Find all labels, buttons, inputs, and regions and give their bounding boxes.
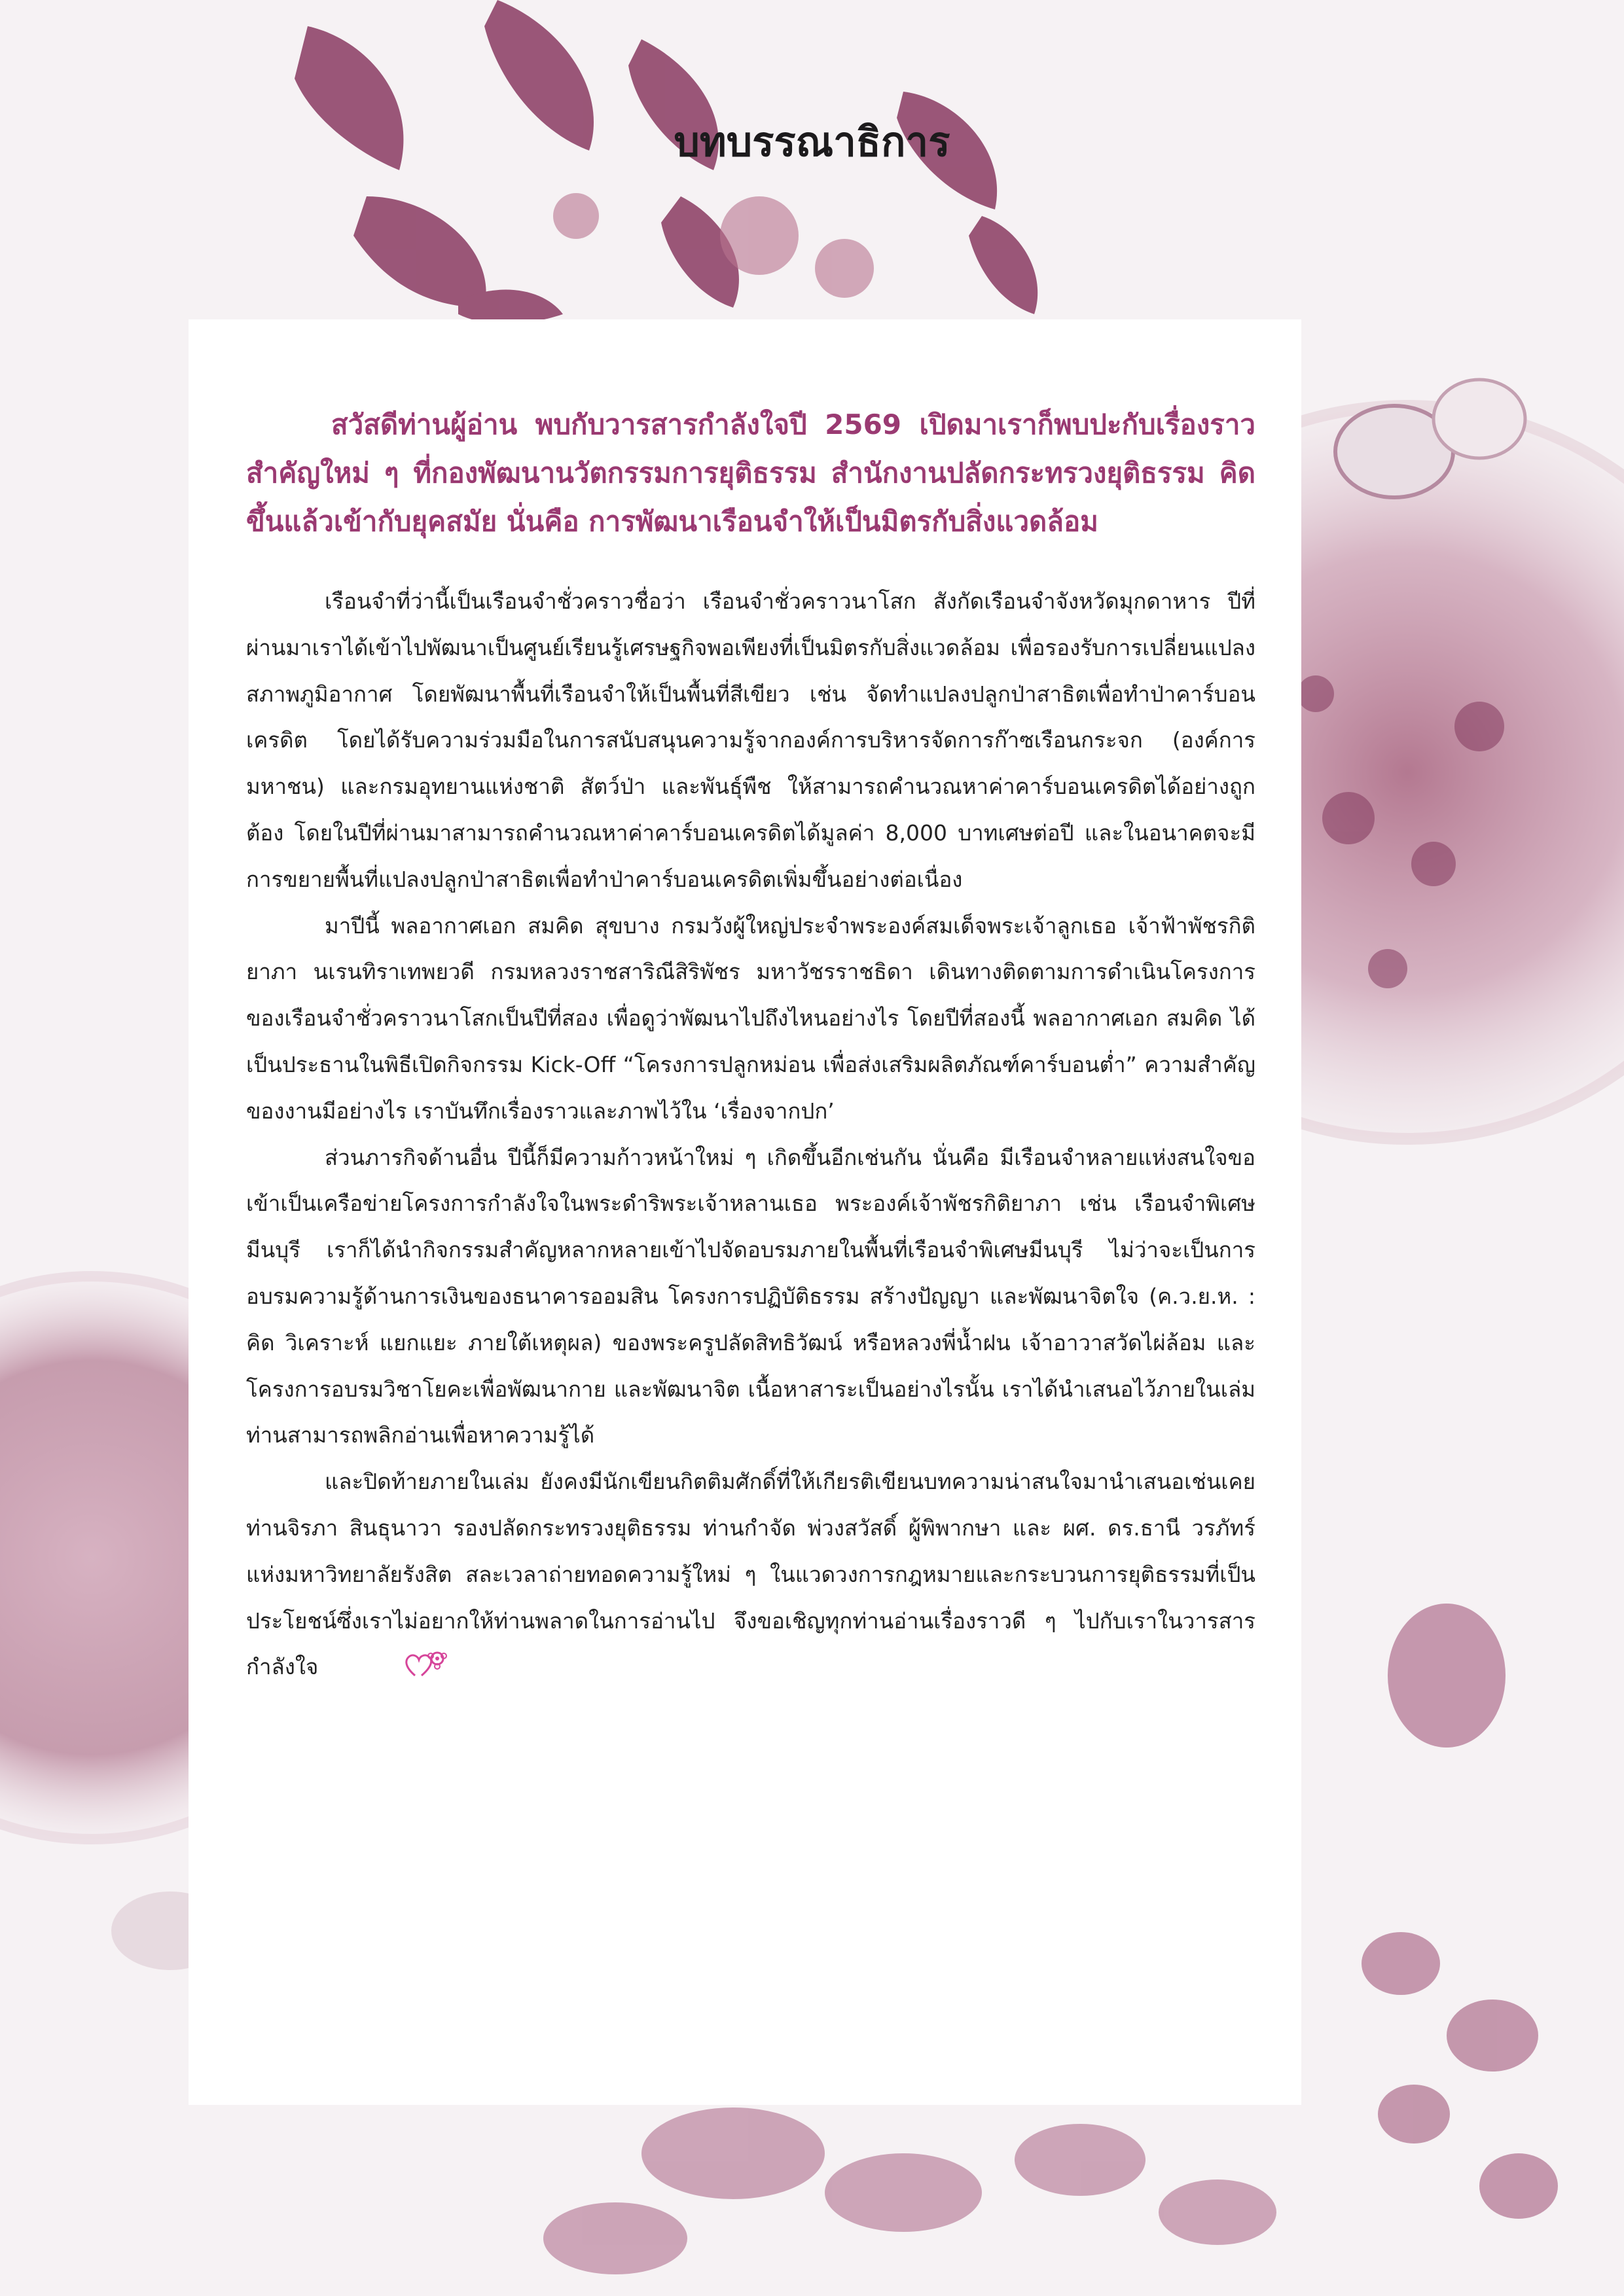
body-paragraph: มาปีนี้ พลอากาศเอก สมคิด สุขบาง กรมวังผู้ใหญ่ประจำพระองค์สมเด็จพระเจ้าลูกเธอ เจ้าฟ้าพัชรกิติยาภา นเรนทิราเทพยวดี กรมหลวงราชสาริณีสิริพัชร มหาวัชรราชธิดา เดินทางติดตามการดำเนินโครงการของเรือนจำชั่วคราวนาโสกเป็นปีที่สอง เพื่อดูว่าพัฒนาไปถึงไหนอย่างไร โดยปีที่สองนี้ พลอากาศเอก สมคิด ได้เป็นประธานในพิธีเปิดกิจกรรม Kick-Off “โครงการปลูกหม่อน เพื่อส่งเสริมผลิตภัณฑ์คาร์บอนต่ำ” ความสำคัญของงานมีอย่างไร เราบันทึกเรื่องราวและภาพไว้ใน ‘เรื่องจากปก’ (246, 912, 1255, 1124)
body-paragraph (246, 1459, 1255, 1695)
lead-paragraph: สวัสดีท่านผู้อ่าน พบกับวารสารกำลังใจปี 2569 เปิดมาเราก็พบปะกับเรื่องราวสำคัญใหม่ ๆ ที่กองพัฒนานวัตกรรมการยุติธรรม สำนักงานปลัดกระทรวงยุติธรรม คิดขึ้นแล้วเข้ากับยุคสมัย นั่นคือ การพัฒนาเรือนจำให้เป็นมิตรกับสิ่งแวดล้อม (246, 408, 1255, 537)
body-paragraph: เรือนจำที่ว่านี้เป็นเรือนจำชั่วคราวชื่อว่า เรือนจำชั่วคราวนาโสก สังกัดเรือนจำจังหวัดมุกดาหาร ปีที่ผ่านมาเราได้เข้าไปพัฒนาเป็นศูนย์เรียนรู้เศรษฐกิจพอเพียงที่เป็นมิตรกับสิ่งแวดล้อม เพื่อรองรับการเปลี่ยนแปลงสภาพภูมิอากาศ โดยพัฒนาพื้นที่เรือนจำให้เป็นพื้นที่สีเขียว เช่น จัดทำแปลงปลูกป่าสาธิตเพื่อทำป่าคาร์บอนเครดิต โดยได้รับความร่วมมือในการสนับสนุนความรู้จากองค์การบริหารจัดการก๊าซเรือนกระจก (องค์การมหาชน) และกรมอุทยานแห่งชาติ สัตว์ป่า และพันธุ์พืช ให้สามารถคำนวณหาค่าคาร์บอนเครดิตได้อย่างถูกต้อง โดยในปีที่ผ่านมาสามารถคำนวณหาค่าคาร์บอนเครดิตได้มูลค่า 8,000 บาทเศษต่อปี และในอนาคตจะมีการขยายพื้นที่แปลงปลูกป่าสาธิตเพื่อทำป่าคาร์บอนเครดิตเพิ่มขึ้นอย่างต่อเนื่อง (246, 588, 1255, 892)
article-body (246, 579, 1255, 1695)
page-title: บทบรรณาธิการ (674, 118, 950, 166)
body-paragraph: ส่วนภารกิจด้านอื่น ปีนี้ก็มีความก้าวหน้าใหม่ ๆ เกิดขึ้นอีกเช่นกัน นั่นคือ มีเรือนจำหลายแห่งสนใจขอเข้าเป็นเครือข่ายโครงการกำลังใจในพระดำริพระเจ้าหลานเธอ พระองค์เจ้าพัชรกิติยาภา เช่น เรือนจำพิเศษมีนบุรี เราก็ได้นำกิจกรรมสำคัญหลากหลายเข้าไปจัดอบรมภายในพื้นที่เรือนจำพิเศษมีนบุรี ไม่ว่าจะเป็นการอบรมความรู้ด้านการเงินของธนาคารออมสิน โครงการปฏิบัติธรรม สร้างปัญญา และพัฒนาจิตใจ (ค.ว.ย.ห. : คิด วิเคราะห์ แยกแยะ ภายใต้เหตุผล) ของพระครูปลัดสิทธิวัฒน์ หรือหลวงพี่น้ำฝน เจ้าอาวาสวัดไผ่ล้อม และโครงการอบรมวิชาโยคะเพื่อพัฒนากาย และพัฒนาจิต เนื้อหาสาระเป็นอย่างไรนั้น เราได้นำเสนอไว้ภายในเล่ม ท่านสามารถพลิกอ่านเพื่อหาความรู้ได้ (246, 1144, 1255, 1448)
closing-paragraph-text: และปิดท้ายภายในเล่ม ยังคงมีนักเขียนกิตติมศักดิ์ที่ให้เกียรติเขียนบทความน่าสนใจมานำเสนอเช่นเคย ท่านจิรภา สินธุนาวา รองปลัดกระทรวงยุติธรรม ท่านกำจัด พ่วงสวัสดิ์ ผู้พิพากษา และ ผศ. ดร.ธานี วรภัทร์ แห่งมหาวิทยาลัยรังสิต สละเวลาถ่ายทอดความรู้ใหม่ ๆ ในแวดวงการกฎหมายและกระบวนการยุติธรรมที่เป็นประโยชน์ซึ่งเราไม่อยากให้ท่านพลาดในการอ่านไป จึงขอเชิญทุกท่านอ่านเรื่องราวดี ๆ ไปกับเราในวารสารกำลังใจ (246, 1469, 1255, 1680)
editorial-card (189, 319, 1301, 2105)
heart-flower-icon (325, 1648, 449, 1695)
